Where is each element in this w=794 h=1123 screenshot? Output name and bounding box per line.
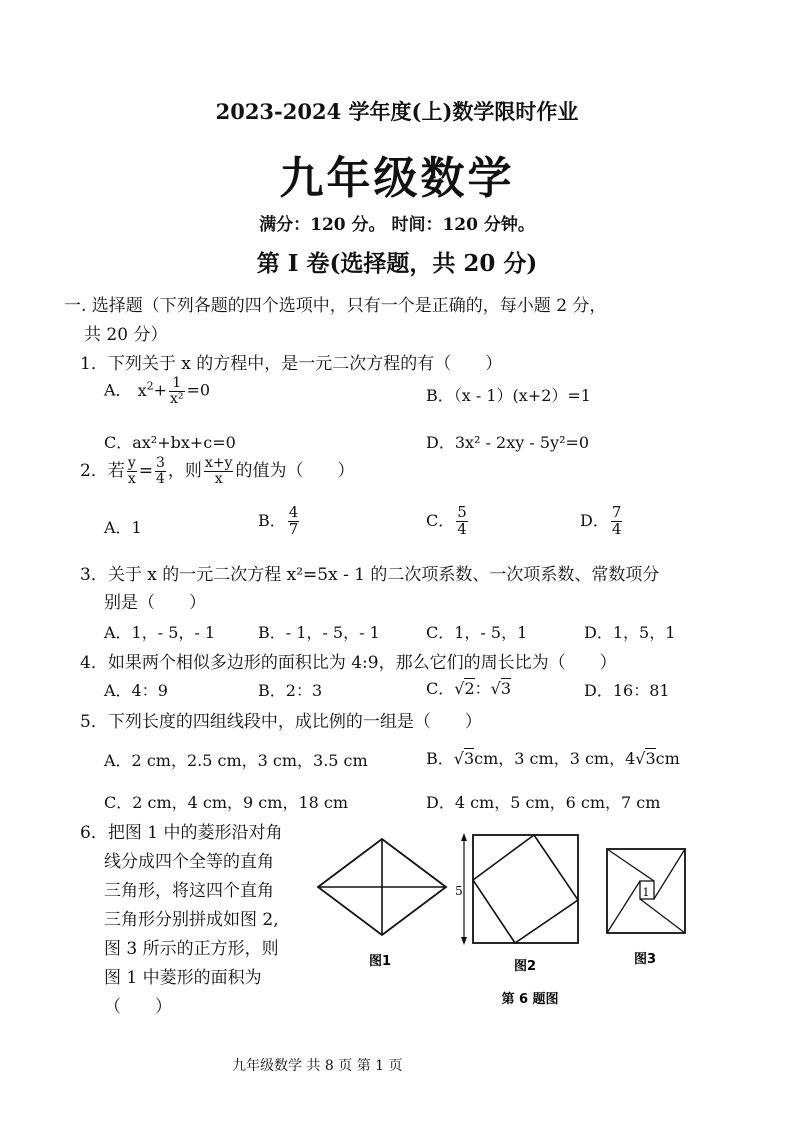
q4-option-a: A．4：9 bbox=[104, 681, 168, 700]
q3-option-b: B．- 1，- 5，- 1 bbox=[258, 623, 380, 642]
q2-suffix: 的值为（ ） bbox=[235, 461, 355, 481]
q2-b-den: 7 bbox=[288, 519, 299, 538]
q4-option-c: C．√2：√3 bbox=[426, 679, 512, 698]
q2-d-fraction bbox=[611, 505, 623, 538]
q1-a-plus: + bbox=[153, 380, 167, 400]
q2-option-a: A．1 bbox=[104, 518, 142, 537]
figure-caption: 第 6 题图 bbox=[501, 992, 559, 1007]
q1-option-d: D．3x² - 2xy - 5y²=0 bbox=[426, 433, 590, 452]
q5-b-root2: 3 bbox=[645, 749, 656, 768]
q5-option-d: D．4 cm，5 cm，6 cm，7 cm bbox=[426, 793, 661, 812]
fig2-caption: 图2 bbox=[513, 959, 537, 974]
q3-option-d: D．1，5，1 bbox=[584, 623, 676, 642]
q2-f3-den: x bbox=[214, 471, 223, 487]
q1-option-c: C．ax²+bx+c=0 bbox=[104, 433, 236, 452]
q6-line5: 图 3 所示的正方形，则 bbox=[104, 939, 279, 959]
fig3-dimension: 1 bbox=[642, 886, 650, 899]
section-heading-line2: 共 20 分） bbox=[84, 325, 168, 345]
q2-mid: ，则 bbox=[167, 461, 202, 481]
q4-stem: 4．如果两个相似多边形的面积比为 4:9，那么它们的周长比为（ ） bbox=[80, 653, 617, 673]
q4-option-b: B．2：3 bbox=[258, 681, 323, 700]
q2-c-label: C． bbox=[426, 510, 455, 530]
fig1-caption: 图1 bbox=[368, 954, 392, 969]
section-heading-line1: 一. 选择题（下列各题的四个选项中，只有一个是正确的，每小题 2 分， bbox=[64, 296, 607, 316]
document-title: 九年级数学 bbox=[279, 153, 515, 204]
q5-option-c: C．2 cm，4 cm，9 cm，18 cm bbox=[104, 793, 349, 812]
q2-option-c bbox=[426, 505, 470, 538]
q2-eq: = bbox=[138, 461, 153, 481]
q2-c-den: 4 bbox=[457, 519, 467, 538]
q3-stem-line1: 3．关于 x 的一元二次方程 x²=5x - 1 的二次项系数、一次项系数、常数项分 bbox=[80, 565, 660, 585]
q5-b-label: B． bbox=[426, 749, 454, 768]
q4-c-colon: ： bbox=[474, 679, 491, 698]
q2-f1-num: y bbox=[127, 455, 136, 472]
q6-line1: 6．把图 1 中的菱形沿对角 bbox=[80, 823, 283, 843]
q2-fraction-2 bbox=[155, 456, 166, 486]
q1-a-tail: =0 bbox=[186, 380, 211, 400]
q2-prefix: 2．若 bbox=[80, 461, 125, 481]
q2-b-fraction bbox=[288, 505, 300, 538]
q2-f2-den: 4 bbox=[156, 471, 165, 487]
q1-a-label: A． bbox=[104, 380, 132, 400]
q2-fraction-3 bbox=[204, 456, 234, 486]
q2-d-den: 4 bbox=[611, 519, 622, 538]
q2-b-num: 4 bbox=[288, 503, 299, 521]
q6-line4: 三角形分别拼成如图 2, bbox=[104, 910, 279, 930]
q5-b-root1: 3 bbox=[463, 749, 475, 768]
q2-c-fraction bbox=[456, 505, 468, 538]
q2-option-d bbox=[580, 505, 624, 538]
q3-stem-line2: 别是（ ） bbox=[104, 593, 206, 613]
q2-f3-num: x+y bbox=[204, 455, 233, 472]
fig3-caption: 图3 bbox=[633, 952, 657, 967]
q2-f2-num: 3 bbox=[156, 455, 165, 472]
figure1-rhombus bbox=[318, 839, 446, 935]
document-subtitle: 2023-2024 学年度(上)数学限时作业 bbox=[215, 99, 579, 124]
q5-stem: 5．下列长度的四组线段中，成比例的一组是（ ） bbox=[80, 712, 482, 732]
q5-option-b: B．√3cm，3 cm，3 cm，4√3cm bbox=[426, 749, 680, 768]
fig2-dimension: 5 bbox=[455, 884, 463, 898]
q1-a-num: 1 bbox=[169, 376, 185, 392]
q5-b-end: cm bbox=[655, 749, 680, 768]
q2-option-b bbox=[258, 505, 301, 538]
figure2-square bbox=[461, 833, 578, 945]
q2-d-num: 7 bbox=[611, 503, 622, 521]
q1-a-den: x² bbox=[170, 390, 184, 407]
q2-b-label: B． bbox=[258, 510, 286, 530]
q5-b-mid: cm，3 cm，3 cm，4 bbox=[474, 749, 636, 768]
q2-fraction-1 bbox=[127, 456, 137, 486]
q3-option-a: A．1，- 5，- 1 bbox=[104, 623, 216, 642]
page-footer: 九年级数学 共 8 页 第 1 页 bbox=[232, 1058, 403, 1074]
score-time-line: 满分：120 分。 时间：120 分钟。 bbox=[259, 215, 535, 235]
part-title: 第 I 卷(选择题，共 20 分) bbox=[256, 250, 538, 277]
q6-figures bbox=[310, 825, 710, 1015]
q1-a-fraction bbox=[169, 376, 185, 406]
q1-a-exp: 2 bbox=[146, 379, 154, 393]
q6-line2: 线分成四个全等的直角 bbox=[104, 852, 274, 872]
q4-c-root1: 2 bbox=[464, 679, 475, 698]
q2-f1-den: x bbox=[127, 471, 136, 487]
q6-line3: 三角形，将这四个直角 bbox=[104, 881, 274, 901]
q1-option-a bbox=[104, 376, 210, 406]
q4-option-d: D．16：81 bbox=[584, 681, 670, 700]
q4-c-root2: 3 bbox=[500, 679, 512, 698]
q2-c-num: 5 bbox=[457, 503, 467, 521]
q1-option-b: B．（x - 1）(x+2）=1 bbox=[426, 386, 591, 405]
q1-a-base: x bbox=[137, 380, 147, 400]
q4-c-label: C． bbox=[426, 679, 455, 698]
q3-option-c: C．1，- 5，1 bbox=[426, 623, 528, 642]
q2-stem bbox=[80, 456, 354, 487]
q5-option-a: A．2 cm，2.5 cm，3 cm，3.5 cm bbox=[104, 751, 368, 770]
q6-line6: 图 1 中菱形的面积为 bbox=[104, 968, 262, 988]
q1-stem: 1．下列关于 x 的方程中，是一元二次方程的有（ ） bbox=[80, 354, 503, 374]
q6-line7: （ ） bbox=[104, 997, 172, 1017]
q2-d-label: D． bbox=[580, 510, 609, 530]
